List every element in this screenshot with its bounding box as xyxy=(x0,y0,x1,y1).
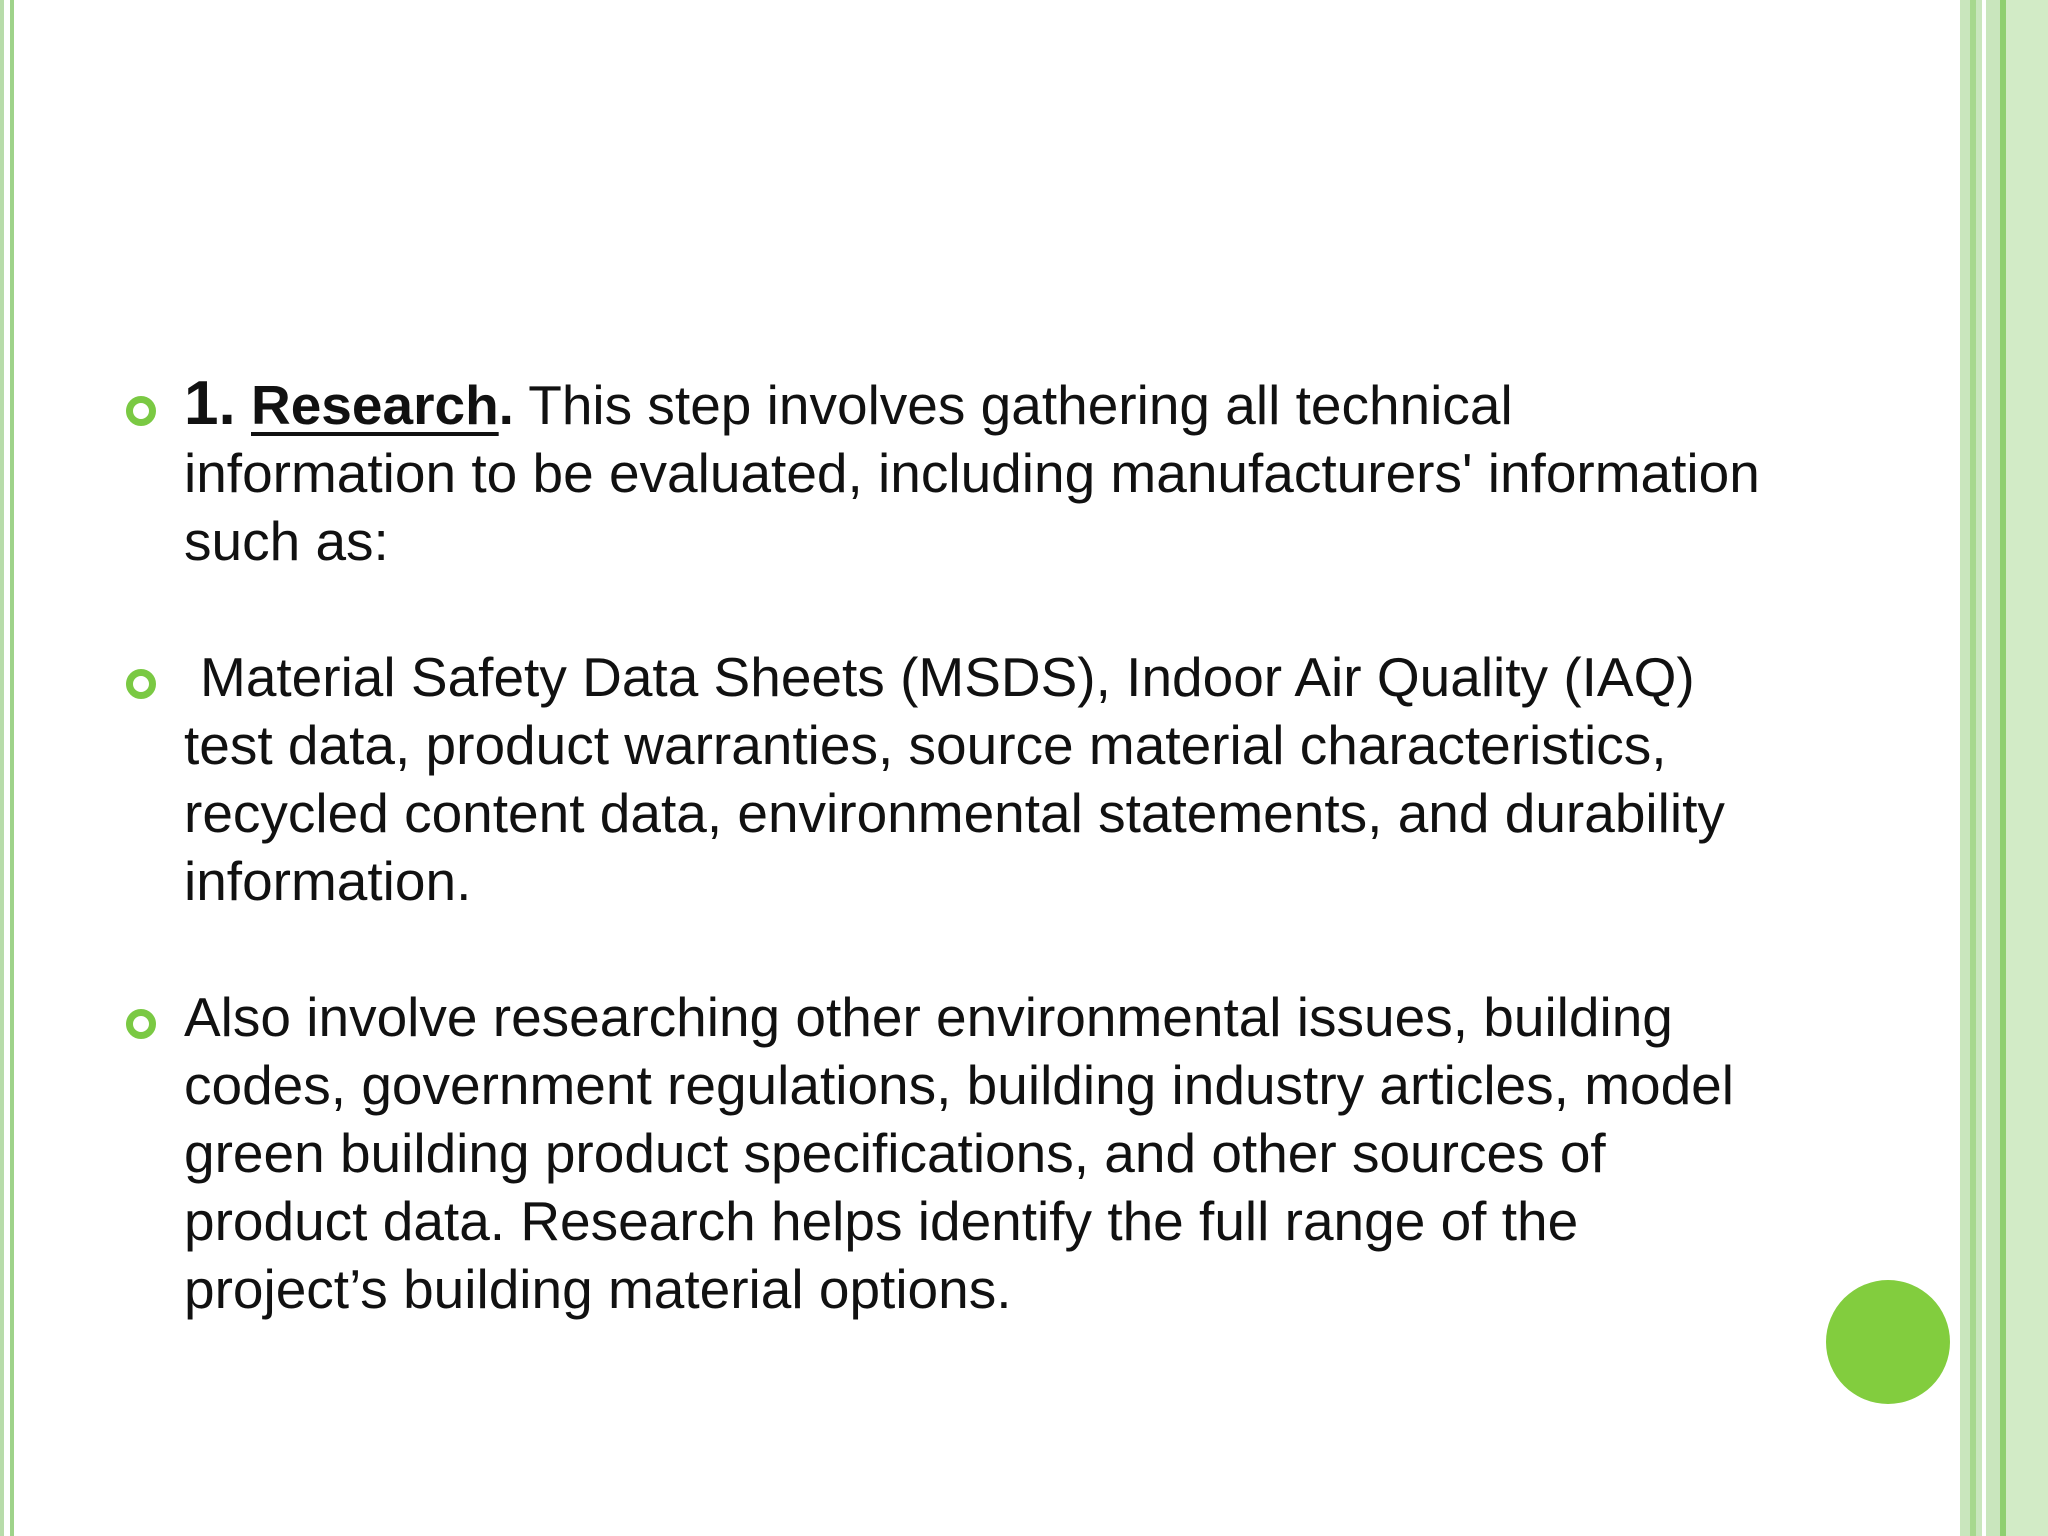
bullet-item-msds xyxy=(120,643,1760,915)
slide-body xyxy=(120,370,1760,1391)
hollow-circle-bullet-icon xyxy=(126,1009,156,1039)
hollow-circle-bullet-icon xyxy=(126,669,156,699)
step-term: Research xyxy=(251,374,499,436)
bullet-text: Material Safety Data Sheets (MSDS), Indoor Air Quality (IAQ) test data, product warranties, source material characteristics, recycled content data, environmental statements, and durability information. xyxy=(184,646,1725,912)
left-border-line xyxy=(0,0,4,1536)
right-border-band xyxy=(1960,0,1970,1536)
step-term-period: . xyxy=(498,374,514,436)
hollow-circle-bullet-icon xyxy=(126,396,156,426)
bullet-item-other-research xyxy=(120,983,1760,1323)
bullet-item-research xyxy=(120,370,1760,575)
bullet-text: Also involve researching other environmental issues, building codes, government regulations, building industry articles, model green building product specifications, and other sources of product data. Research helps identify the full range of the project’s building material options. xyxy=(184,986,1734,1320)
step-number: 1. xyxy=(184,369,236,438)
green-circle-decoration xyxy=(1826,1280,1950,1404)
bullet-text: This step involves gathering all technical information to be evaluated, including manufacturers' information such as: xyxy=(184,374,1760,572)
right-border-band xyxy=(1986,0,2000,1536)
left-border-line-inner xyxy=(10,0,14,1536)
right-border-band xyxy=(2006,0,2048,1536)
